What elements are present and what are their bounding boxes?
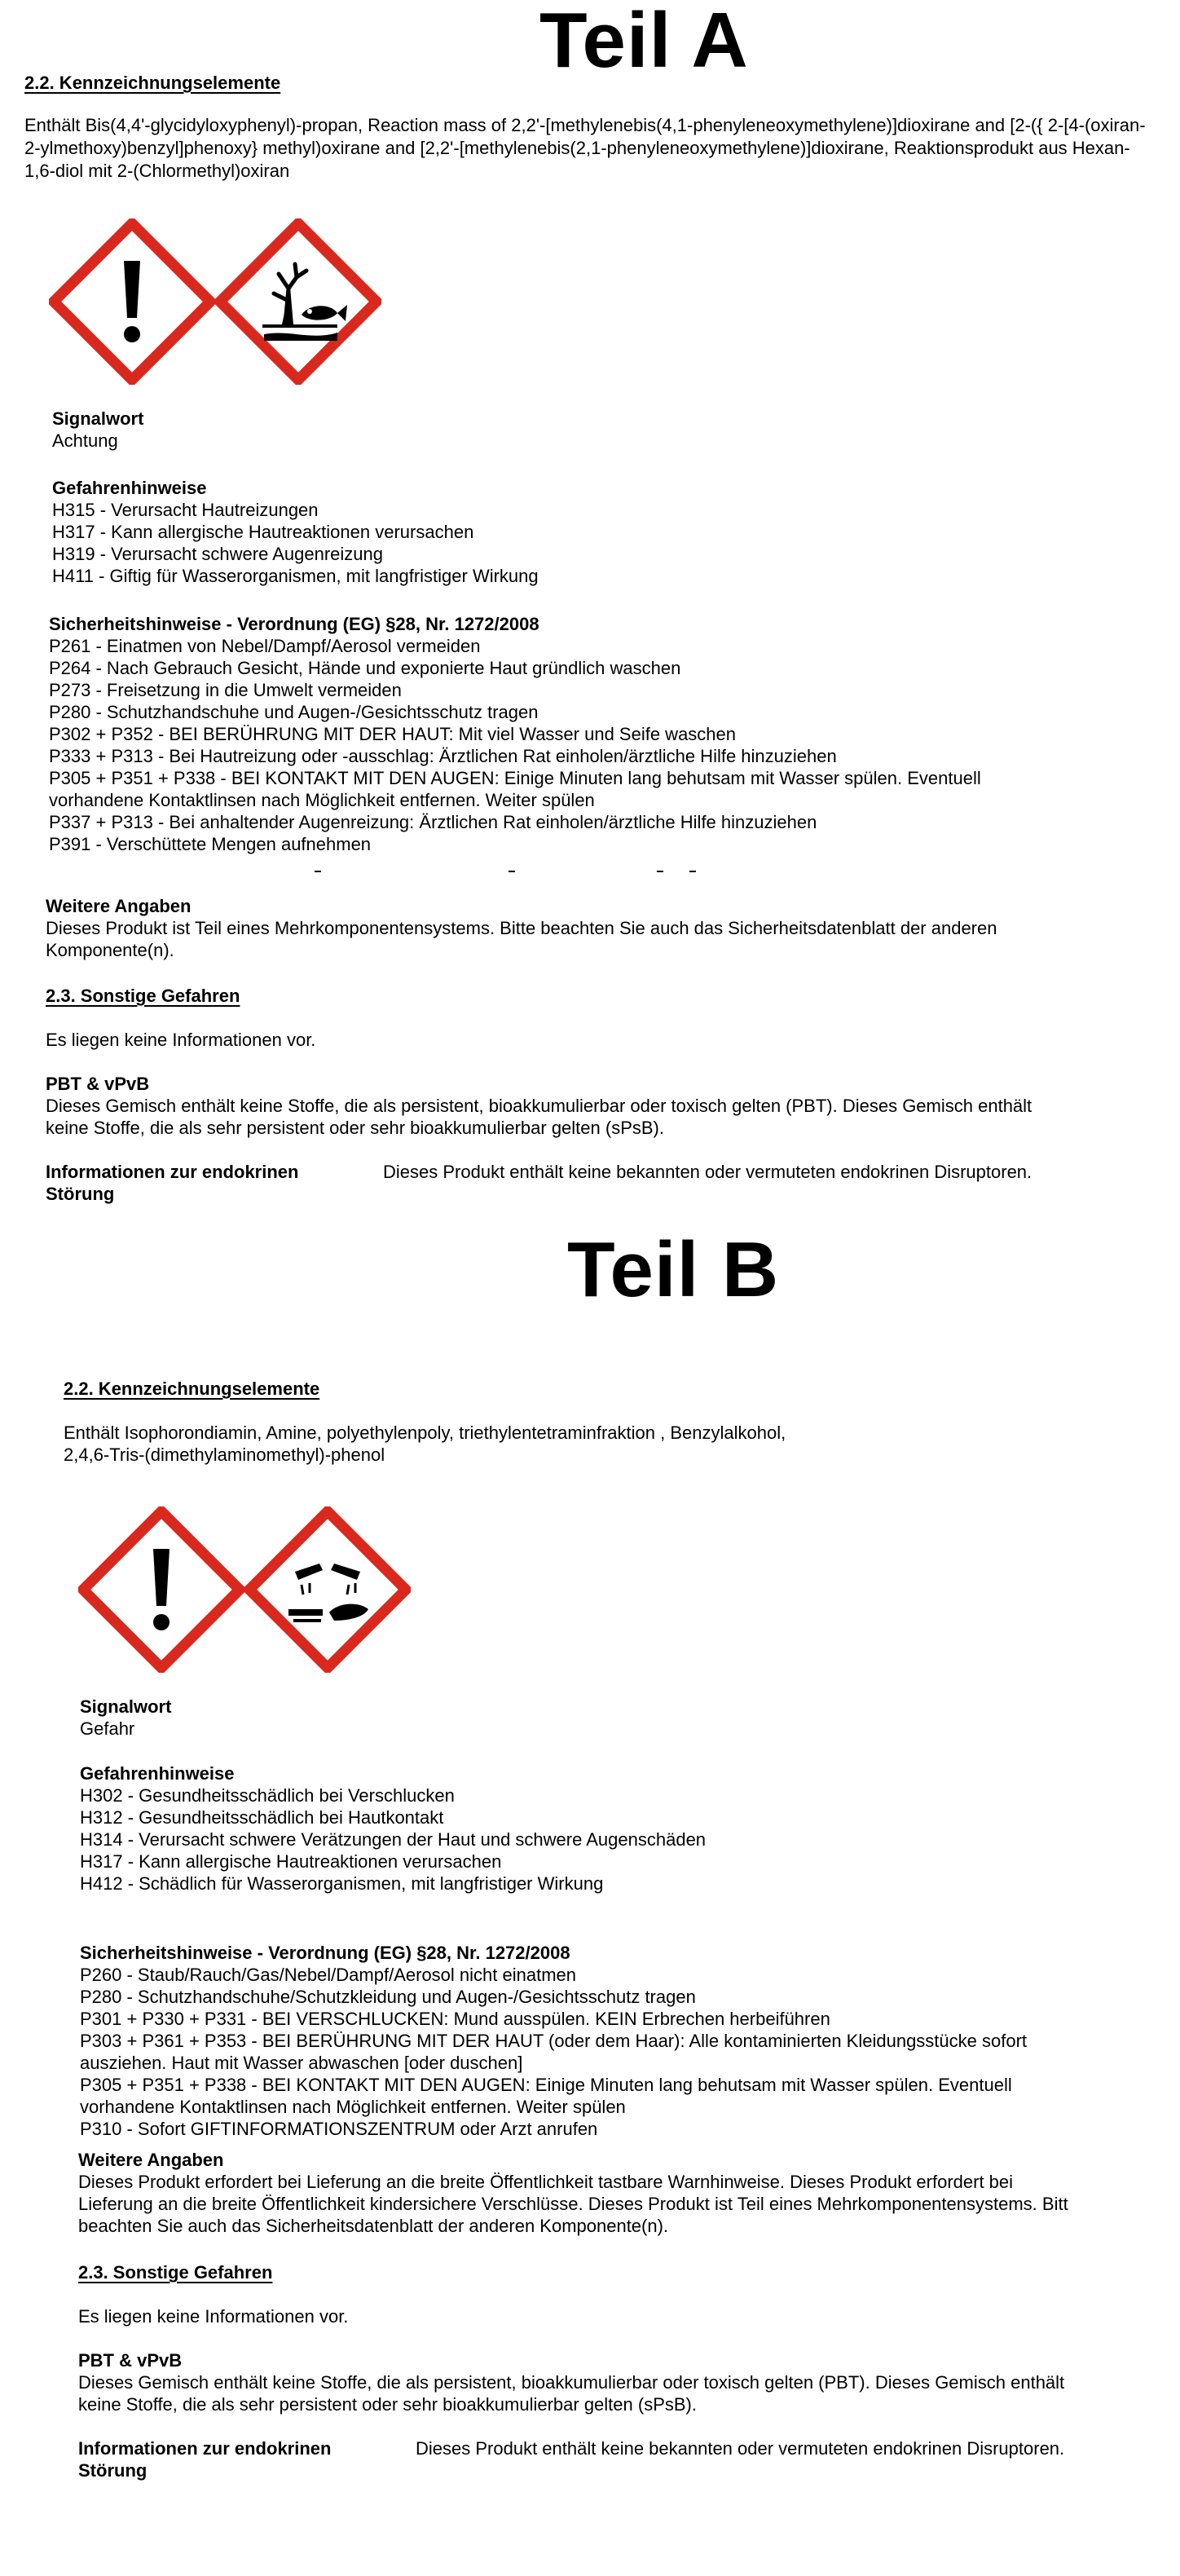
teil-a-hazard-heading: Gefahrenhinweise — [52, 478, 207, 498]
teil-a-signalwort-label: Signalwort — [52, 408, 144, 429]
hazard-statement: H312 - Gesundheitsschädlich bei Hautkontakt — [80, 1807, 444, 1828]
precaution-statement: P303 + P361 + P353 - BEI BERÜHRUNG MIT DER HAUT (oder dem Haar): Alle kontaminierten Kleidungsstücke sofort — [80, 2031, 1028, 2051]
weitere-line: Dieses Produkt ist Teil eines Mehrkomponentensystems. Bitte beachten Sie auch das Sicherheitsdatenblatt der anderen — [46, 918, 997, 938]
weitere-line: beachten Sie auch das Sicherheitsdatenblatt der anderen Komponente(n). — [78, 2216, 669, 2236]
teil-b-hazard-list — [80, 1784, 706, 1895]
teil-b-section-23-heading: 2.3. Sonstige Gefahren — [78, 2262, 273, 2283]
teil-b-endo-text: Dieses Produkt enthält keine bekannten oder vermuteten endokrinen Disruptoren. — [416, 2438, 1065, 2459]
teil-b-contains-text — [64, 1422, 786, 1466]
exclamation-mark-icon — [49, 218, 215, 385]
teil-a-no-info: Es liegen keine Informationen vor. — [46, 1030, 316, 1050]
precaution-statement: P333 + P313 - Bei Hautreizung oder -ausschlag: Ärztlichen Rat einholen/ärztliche Hilfe hinzuziehen — [49, 746, 837, 766]
teil-b-weitere-text — [78, 2171, 1068, 2237]
precaution-statement: P280 - Schutzhandschuhe/Schutzkleidung und Augen-/Gesichtsschutz tragen — [80, 1987, 696, 2007]
weitere-line: Lieferung an die breite Öffentlichkeit kindersichere Verschlüsse. Dieses Produkt ist Teil eines Mehrkomponentensystems. Bitt — [78, 2194, 1068, 2214]
precaution-statement: P305 + P351 + P338 - BEI KONTAKT MIT DEN AUGEN: Einige Minuten lang behutsam mit Wasser spülen. Eventuell — [49, 768, 981, 788]
hazard-statement: H314 - Verursacht schwere Verätzungen der Haut und schwere Augenschäden — [80, 1829, 707, 1850]
teil-b-no-info: Es liegen keine Informationen vor. — [78, 2306, 349, 2327]
pbt-line: keine Stoffe, die als sehr persistent oder sehr bioakkumulierbar gelten (sPsB). — [46, 1118, 664, 1138]
teil-b-signalwort-label: Signalwort — [80, 1696, 172, 1717]
teil-a-safety-list — [49, 635, 981, 855]
teil-a-signalwort-value: Achtung — [52, 430, 118, 451]
teil-a-section-22-heading: 2.2. Kennzeichnungselemente — [24, 73, 281, 93]
contains-line: 2,4,6-Tris-(dimethylaminomethyl)-phenol — [64, 1445, 385, 1465]
pbt-line: keine Stoffe, die als sehr persistent oder sehr bioakkumulierbar gelten (sPsB). — [78, 2394, 697, 2415]
precaution-statement: ausziehen. Haut mit Wasser abwaschen [oder duschen] — [80, 2053, 523, 2073]
pbt-line: Dieses Gemisch enthält keine Stoffe, die als persistent, bioakkumulierbar oder toxisch gelten (PBT). Dieses Gemisch enthält — [46, 1096, 1032, 1116]
teil-a-weitere-text — [46, 917, 997, 961]
weitere-line: Komponente(n). — [46, 940, 174, 960]
teil-a-section-23-heading: 2.3. Sonstige Gefahren — [46, 986, 240, 1006]
exclamation-mark-icon — [78, 1506, 244, 1673]
endo-label-line: Störung — [78, 2460, 148, 2481]
precaution-statement: P264 - Nach Gebrauch Gesicht, Hände und exponierte Haut gründlich waschen — [49, 658, 681, 678]
precaution-statement: P310 - Sofort GIFTINFORMATIONSZENTRUM oder Arzt anrufen — [80, 2119, 598, 2139]
teil-a-safety-heading: Sicherheitshinweise - Verordnung (EG) §28, Nr. 1272/2008 — [49, 614, 539, 634]
precaution-statement: P261 - Einatmen von Nebel/Dampf/Aerosol vermeiden — [49, 636, 481, 656]
pbt-line: Dieses Gemisch enthält keine Stoffe, die als persistent, bioakkumulierbar oder toxisch gelten (PBT). Dieses Gemisch enthält — [78, 2372, 1065, 2393]
teil-a-pbt-heading: PBT & vPvB — [46, 1074, 150, 1094]
precaution-statement: P305 + P351 + P338 - BEI KONTAKT MIT DEN AUGEN: Einige Minuten lang behutsam mit Wasser spülen. Eventuell — [80, 2075, 1012, 2095]
hazard-statement: H315 - Verursacht Hautreizungen — [52, 500, 319, 520]
environment-icon — [215, 218, 381, 385]
teil-b-endo-label — [78, 2437, 331, 2481]
teil-b-safety-list — [80, 1964, 1027, 2140]
precaution-statement: P301 + P330 + P331 - BEI VERSCHLUCKEN: Mund ausspülen. KEIN Erbrechen herbeiführen — [80, 2009, 830, 2029]
endo-label-line: Störung — [46, 1184, 115, 1204]
teil-b-title: Teil B — [567, 1226, 780, 1313]
precaution-statement: P302 + P352 - BEI BERÜHRUNG MIT DER HAUT: Mit viel Wasser und Seife waschen — [49, 724, 737, 744]
precaution-statement: P337 + P313 - Bei anhaltender Augenreizung: Ärztlichen Rat einholen/ärztliche Hilfe hinzuziehen — [49, 812, 817, 832]
precaution-statement: P273 - Freisetzung in die Umwelt vermeiden — [49, 680, 402, 700]
hazard-statement: H412 - Schädlich für Wasserorganismen, mit langfristiger Wirkung — [80, 1873, 604, 1894]
corrosion-icon — [244, 1506, 411, 1673]
teil-a-title: Teil A — [539, 0, 749, 84]
teil-b-pictograms — [78, 1506, 411, 1678]
teil-a-contains-text: Enthält Bis(4,4'-glycidyloxyphenyl)-propan, Reaction mass of 2,2'-[methylenebis(4,1-phenyleneoxymethylene)]dioxirane and [2-({ 2-[4-(oxiran-2-ylmethoxy)benzyl]phenoxy} methyl)oxirane and [2,2'-[methylenebis(2,1-phenyleneoxymethylene)]dioxirane, Reaktionsprodukt aus Hexan-1,6-diol mit 2-(Chlormethyl)oxiran — [24, 115, 1146, 181]
teil-b-weitere-heading: Weitere Angaben — [78, 2150, 224, 2170]
separator-dash — [689, 871, 696, 872]
teil-a-hazard-list — [52, 499, 539, 587]
separator-dash — [509, 871, 515, 872]
endo-label-line: Informationen zur endokrinen — [78, 2438, 332, 2459]
teil-b-section-22-heading: 2.2. Kennzeichnungselemente — [64, 1378, 320, 1399]
precaution-statement: P260 - Staub/Rauch/Gas/Nebel/Dampf/Aerosol nicht einatmen — [80, 1965, 576, 1985]
separator-dash — [315, 871, 321, 872]
hazard-statement: H411 - Giftig für Wasserorganismen, mit langfristiger Wirkung — [52, 566, 539, 586]
teil-a-endo-text: Dieses Produkt enthält keine bekannten oder vermuteten endokrinen Disruptoren. — [383, 1162, 1032, 1182]
endo-label-line: Informationen zur endokrinen — [46, 1162, 299, 1182]
precaution-statement: vorhandene Kontaktlinsen nach Möglichkeit entfernen. Weiter spülen — [80, 2097, 626, 2117]
teil-a-weitere-heading: Weitere Angaben — [46, 896, 192, 916]
hazard-statement: H319 - Verursacht schwere Augenreizung — [52, 544, 384, 564]
contains-line: Enthält Isophorondiamin, Amine, polyethylenpoly, triethylentetraminfraktion , Benzylalkohol, — [64, 1423, 786, 1443]
teil-b-hazard-heading: Gefahrenhinweise — [80, 1763, 235, 1784]
weitere-line: Dieses Produkt erfordert bei Lieferung an die breite Öffentlichkeit tastbare Warnhinweise. Dieses Produkt erfordert bei — [78, 2172, 1014, 2192]
teil-b-signalwort-value: Gefahr — [80, 1718, 135, 1739]
precaution-statement: P391 - Verschüttete Mengen aufnehmen — [49, 834, 372, 854]
hazard-statement: H317 - Kann allergische Hautreaktionen verursachen — [80, 1851, 502, 1872]
hazard-statement: H302 - Gesundheitsschädlich bei Verschlucken — [80, 1785, 455, 1806]
teil-a-pbt-text — [46, 1095, 1032, 1139]
teil-b-safety-heading: Sicherheitshinweise - Verordnung (EG) §28, Nr. 1272/2008 — [80, 1943, 570, 1963]
precaution-statement: P280 - Schutzhandschuhe und Augen-/Gesichtsschutz tragen — [49, 702, 539, 722]
teil-b-pbt-heading: PBT & vPvB — [78, 2350, 183, 2371]
separator-dash — [657, 871, 663, 872]
precaution-statement: vorhandene Kontaktlinsen nach Möglichkeit entfernen. Weiter spülen — [49, 790, 595, 810]
teil-a-pictograms — [49, 218, 381, 390]
hazard-statement: H317 - Kann allergische Hautreaktionen verursachen — [52, 522, 474, 542]
teil-b-pbt-text — [78, 2371, 1064, 2415]
teil-a-endo-label — [46, 1161, 298, 1205]
